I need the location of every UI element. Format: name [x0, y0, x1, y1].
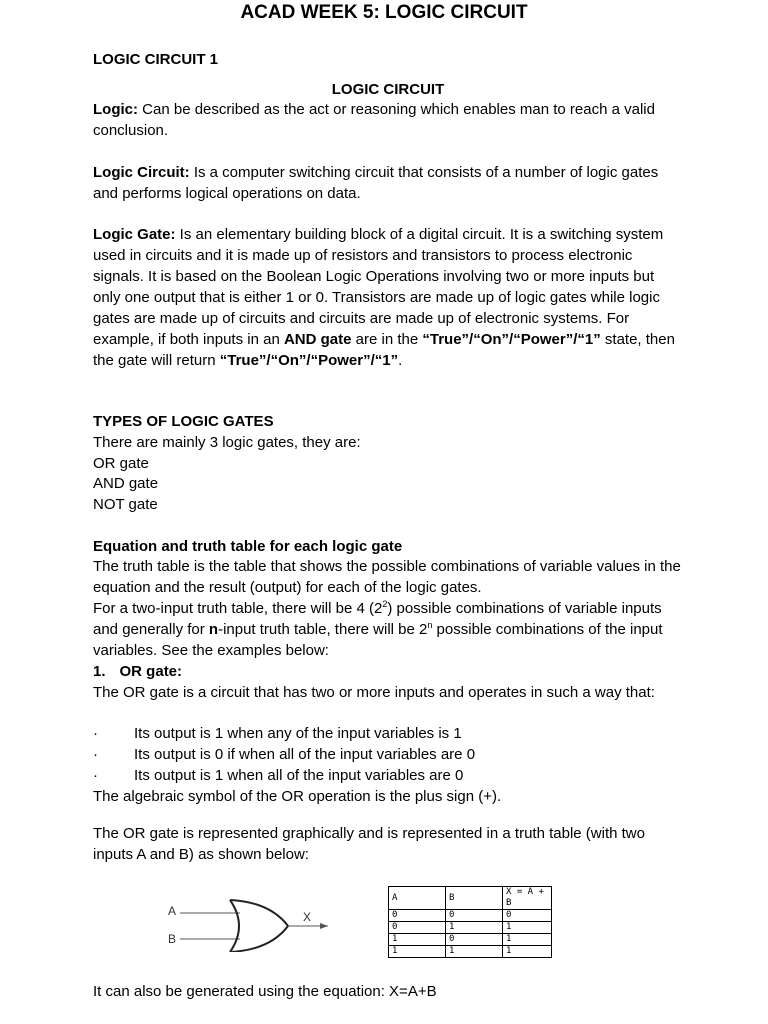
logic-gate-text: Is an elementary building block of a digital circuit. It is a switching system used in circuits and it is made up of resistors and transistors to process electronic signals. It is based on the Boolean Logic Operations involving two or more inputs but only one output that is either 1 or 0. Transistors are made up of logic gates while logic gates are made up of circuits and circuits are made up of electronic systems. For example, if both inputs in an: [93, 226, 664, 348]
eq-p2-part-d: possible combinations of the input variables. See the examples below:: [93, 621, 663, 659]
truth-table-header: B: [446, 887, 503, 910]
bullet-dot: ·: [93, 725, 98, 742]
table-row: [389, 946, 552, 958]
logic-definition: [93, 99, 683, 141]
table-cell: 0: [503, 910, 552, 922]
table-row: [389, 910, 552, 922]
or-gate-number: 1.: [93, 663, 106, 680]
bullet-dot: ·: [93, 746, 98, 763]
types-item: AND gate: [93, 475, 159, 492]
table-cell: 1: [389, 946, 446, 958]
eq-p2-part-a: For a two-input truth table, there will be 4 (2: [93, 600, 383, 617]
logic-gate-text-2: are in the: [351, 331, 423, 348]
truth-table-header: X = A + B: [503, 887, 552, 910]
eq-p2-superscript: 2: [382, 599, 388, 609]
table-cell: 1: [446, 946, 503, 958]
bullet-text: Its output is 1 when any of the input variables is 1: [134, 725, 462, 742]
or-gate-diagram: [160, 892, 340, 952]
logic-gate-definition: [93, 224, 683, 371]
logic-circuit-text: Is a computer switching circuit that consists of a number of logic gates and performs logical operations on data.: [93, 164, 659, 202]
and-gate-term: AND gate: [283, 331, 352, 348]
output-x-label: X: [303, 910, 312, 924]
eq-p2-part-c: -input truth table, there will be 2: [218, 621, 428, 638]
bullet-dot: ·: [93, 767, 98, 784]
or-gate-intro: The OR gate is a circuit that has two or more inputs and operates in such a way that:: [93, 684, 655, 701]
types-intro: There are mainly 3 logic gates, they are:: [93, 434, 361, 451]
eq-p2-part-b: ) possible combinations of variable inputs and generally for: [93, 600, 662, 638]
equation-line: It can also be generated using the equation: X=A+B: [93, 983, 437, 1000]
logic-gate-end: .: [398, 352, 403, 369]
state-text-2: “True”/“On”/“Power”/“1”: [219, 352, 399, 369]
equation-paragraph-1: The truth table is the table that shows the possible combinations of variable values in the equation and the result (output) for each of the logic gates.: [93, 558, 681, 596]
logic-gate-text-3: state, then the gate will return: [93, 331, 675, 369]
eq-p2-superscript-n: n: [427, 620, 433, 630]
logic-gate-term: Logic Gate:: [93, 226, 176, 243]
types-item: OR gate: [93, 455, 149, 472]
input-b-label: B: [168, 932, 177, 946]
logic-text: Can be described as the act or reasoning which enables man to reach a valid conclusion.: [93, 101, 655, 139]
table-cell: 1: [503, 934, 552, 946]
graphic-intro: The OR gate is represented graphically and is represented in a truth table (with two inputs A and B) as shown below:: [93, 825, 645, 863]
or-gate-title: OR gate:: [119, 663, 183, 680]
bullet-text: Its output is 0 if when all of the input variables are 0: [134, 746, 476, 763]
truth-table-header: A: [389, 887, 446, 910]
section-heading: LOGIC CIRCUIT 1: [93, 51, 219, 68]
truth-table: [388, 886, 552, 958]
input-a-label: A: [168, 904, 177, 918]
logic-circuit-definition: [93, 162, 683, 204]
truth-table-header-row: [389, 887, 552, 910]
eq-p2-n: n: [208, 621, 219, 638]
document-title: ACAD WEEK 5: LOGIC CIRCUIT: [240, 2, 528, 23]
logic-circuit-term: Logic Circuit:: [93, 164, 190, 181]
output-arrow-icon: [320, 923, 328, 929]
algebraic-symbol-text: The algebraic symbol of the OR operation is the plus sign (+).: [93, 788, 502, 805]
state-text: “True”/“On”/“Power”/“1”: [422, 331, 601, 348]
table-cell: 1: [503, 946, 552, 958]
table-row: [389, 922, 552, 934]
types-item: NOT gate: [93, 496, 158, 513]
table-cell: 1: [446, 922, 503, 934]
centered-heading: LOGIC CIRCUIT: [331, 81, 445, 98]
table-cell: 1: [503, 922, 552, 934]
logic-term: Logic:: [93, 101, 138, 118]
or-gate-back-curve: [230, 900, 239, 952]
table-cell: 0: [446, 934, 503, 946]
or-gate-heading: [93, 661, 683, 682]
table-cell: 1: [389, 934, 446, 946]
equation-paragraph-2: [93, 598, 683, 661]
bullet-text: Its output is 1 when all of the input variables are 0: [134, 767, 464, 784]
table-cell: 0: [389, 910, 446, 922]
table-cell: 0: [446, 910, 503, 922]
table-row: [389, 934, 552, 946]
equation-heading: Equation and truth table for each logic gate: [93, 538, 403, 555]
types-heading: TYPES OF LOGIC GATES: [93, 413, 274, 430]
table-cell: 0: [389, 922, 446, 934]
